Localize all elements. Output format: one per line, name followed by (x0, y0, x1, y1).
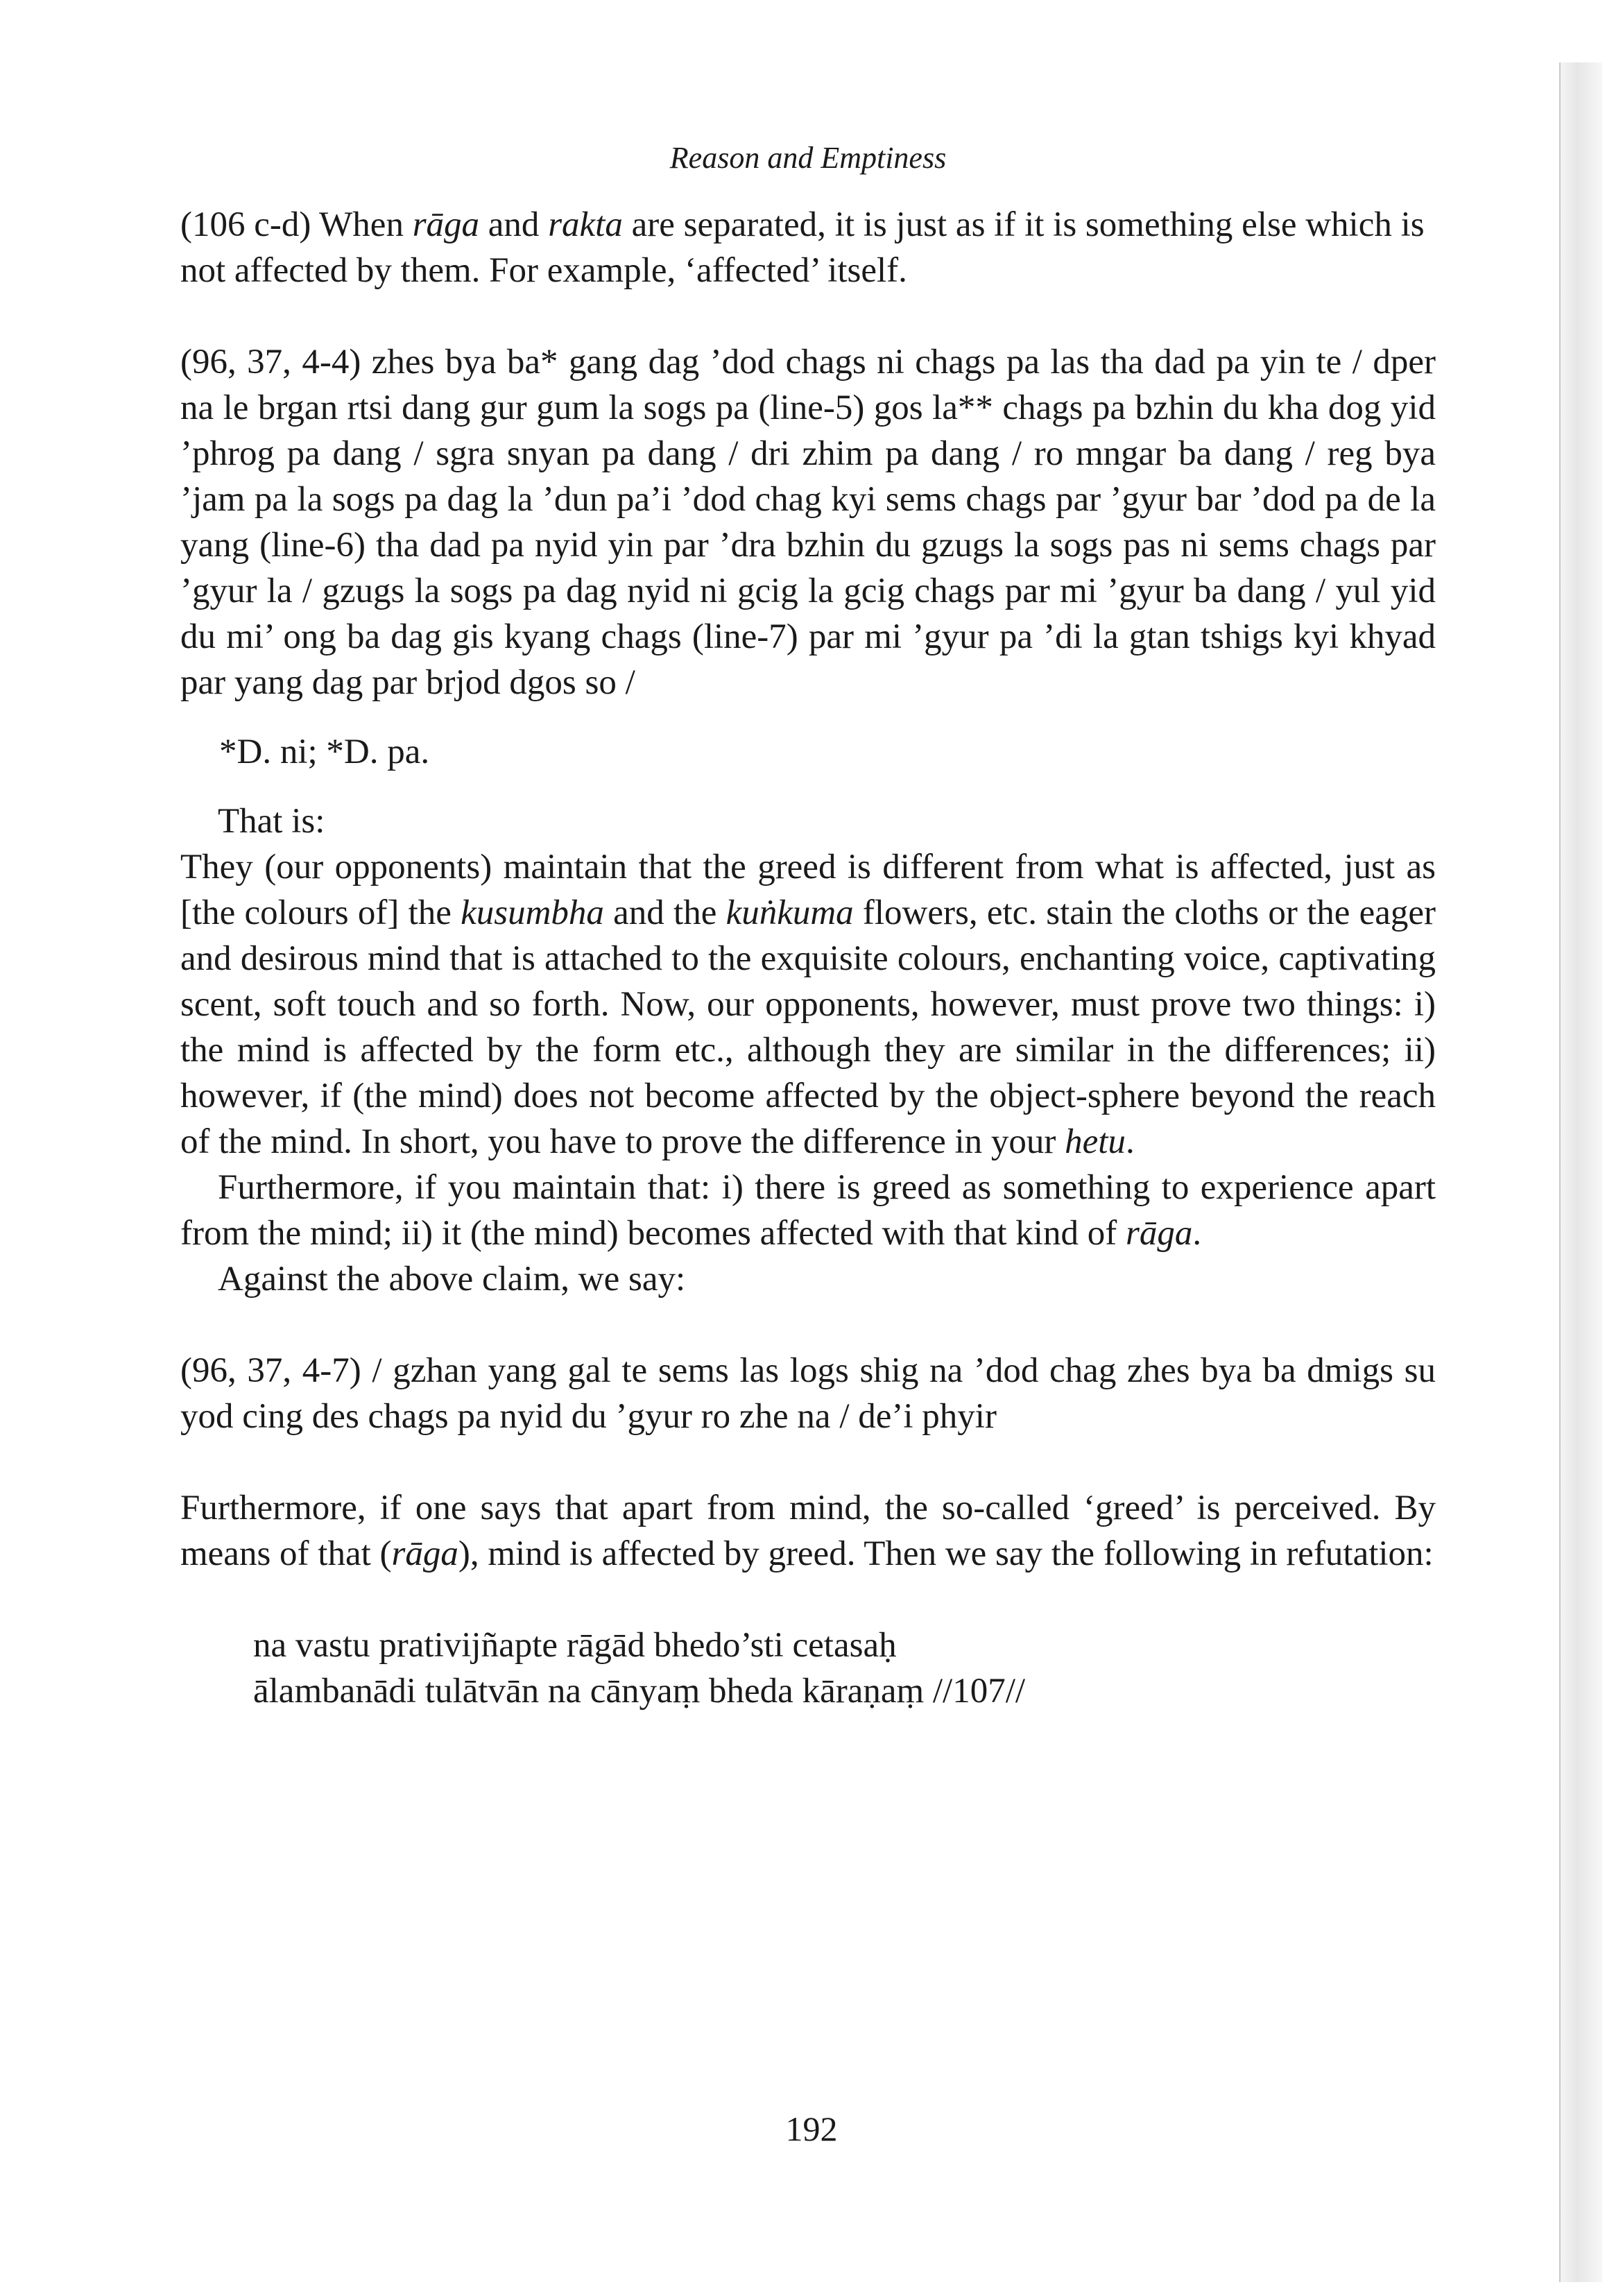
text: and (479, 205, 549, 244)
refutation-paragraph (180, 1485, 1436, 1577)
text: (106 c-d) When (180, 205, 413, 244)
furthermore-paragraph (180, 1165, 1436, 1256)
tibetan-passage-4-4: (96, 37, 4-4) zhes bya ba* gang dag ’dod chags ni chags pa las tha dad pa yin te / dper na le brgan rtsi dang gur gum la sogs pa (line-5) gos la** chags pa bzhin du kha dog yid ’phrog pa dang / sgra snyan pa dang / dri zhim pa dang / ro mngar ba dang / reg bya ’jam pa la sogs pa dag la ’dun pa’i ’dod chag kyi sems chags par ’gyur bar ’dod pa de la yang (line-6) tha dad pa nyid yin par ’dra bzhin du gzugs la sogs pas ni sems chags par ’gyur la / gzugs la sogs pa dag nyid ni gcig la gcig chags par mi ’gyur ba dang / yul yid du mi’ ong ba dag gis kyang chags (line-7) par mi ’gyur pa ’di la gtan tshigs kyi khyad par yang dag par brjod dgos so / (180, 343, 1436, 702)
term-raga: rāga (1125, 1214, 1193, 1253)
term-rakta: rakta (548, 205, 623, 244)
term-kunkuma: kuṅkuma (725, 893, 854, 932)
text: . (1125, 1122, 1135, 1161)
text: and the (603, 893, 726, 932)
text: Furthermore, if one says that apart from mind, the so-called ‘greed’ is perceived. By means of that ( (180, 1489, 1436, 1573)
page-number: 192 (785, 2109, 838, 2148)
running-header: Reason and Emptiness (669, 141, 947, 175)
text: are separated, it is just as if it is something else which is not affected by them. For example, ‘affected’ itself. (180, 205, 1425, 290)
text: ), mind is affected by greed. Then we say the following in refutation: (458, 1534, 1434, 1573)
sanskrit-verse-line-1: na vastu prativijñapte rāgād bhedo’sti cetasaḥ (253, 1626, 897, 1665)
against-claim: Against the above claim, we say: (218, 1260, 686, 1299)
explanation-paragraph (180, 844, 1436, 1165)
that-is-label: That is: (218, 802, 325, 841)
term-hetu: hetu (1065, 1122, 1126, 1161)
text: flowers, etc. stain the cloths or the eager and desirous mind that is attached to the exquisite colours, enchanting voice, captivating scent, soft touch and so forth. Now, our opponents, however, must prove two things: i) the mind is affected by the form etc., although they are similar in the differences; ii) however, if (the mind) does not become affected by the object-sphere beyond the reach of the mind. In short, you have to prove the difference in your (180, 893, 1436, 1161)
sanskrit-verse-line-2: ālambanādi tulātvān na cānyaṃ bheda kāraṇaṃ //107// (253, 1672, 1026, 1711)
tibetan-passage-4-7: (96, 37, 4-7) / gzhan yang gal te sems las logs shig na ’dod chag zhes bya ba dmigs su yod cing des chags pa nyid du ’gyur ro zhe na / de’i phyir (180, 1351, 1436, 1436)
term-kusumbha: kusumbha (461, 893, 604, 932)
term-raga: rāga (391, 1534, 458, 1573)
text: . (1192, 1214, 1202, 1253)
book-spine-shadow (1559, 62, 1602, 2282)
page-body (180, 135, 1436, 1714)
text: Furthermore, if you maintain that: i) there is greed as something to experience apart from the mind; ii) it (the mind) becomes affected with that kind of (180, 1168, 1436, 1253)
footnote: *D. ni; *D. pa. (219, 733, 430, 771)
term-raga: rāga (412, 205, 480, 244)
translation-106cd (180, 202, 1436, 293)
text: They (our opponents) maintain that the greed is different from what is affected, just as [the colours of] the (180, 848, 1436, 932)
